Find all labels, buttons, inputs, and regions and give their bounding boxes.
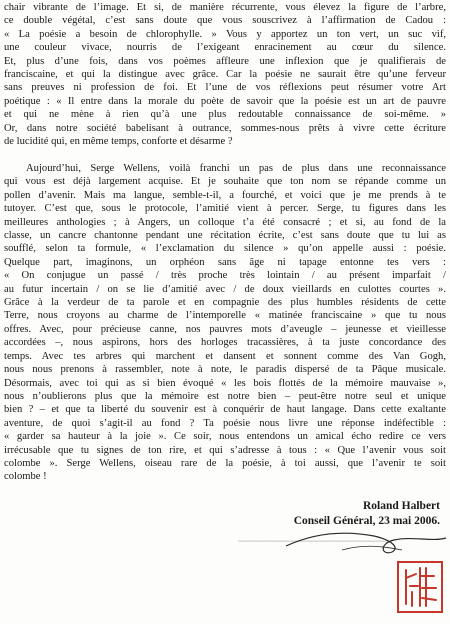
- text-line: meilleures anthologies ; à Angers, un colloque t’a été consacré ; et si, au fond de la: [4, 216, 446, 228]
- text-line: aventure, de quoi s’agit-il au fond ? Ta poésie nous livre une réponse indéfectible :: [4, 417, 446, 429]
- text-line: une couleur vivace, nourris de l’exigeant enracinement au cœur du silence.: [4, 42, 446, 54]
- signature-name: Roland Halbert: [363, 500, 440, 512]
- text-line: pollen d’avenir. Mais ma langue, semble-t-il, a fourché, et voici que je me prends à te: [4, 189, 446, 201]
- text-line: classe, un cancre chantonne pendant une récitation écrite, c’est sans doute que tu lui as: [4, 230, 446, 242]
- text-line: colombe !: [4, 471, 47, 483]
- text-line: de lucidité qui, en même temps, conforte et désarme ?: [4, 136, 233, 148]
- text-line: Or, dans notre société babelisant à outrance, sommes-nous prêts à vivre cette écriture: [4, 122, 446, 134]
- text-line: poétique : « Il entre dans la morale du poète de savoir que la poésie est un art de pauvre: [4, 95, 446, 107]
- text-line: qui vous est déjà largement acquise. Et je souhaite que ton nom se répande comme un: [4, 176, 446, 188]
- text-line: Terre, nous croyons au charme de l’intemporelle « matinée franciscaine » que tu nous: [4, 310, 446, 322]
- signature-place-date: Conseil Général, 23 mai 2006.: [293, 515, 440, 527]
- paragraph-1: [4, 1, 446, 148]
- text-line: franciscaine, et qui la distingue avec grâce. Car la poésie ne saurait être qu’une ferveur: [4, 69, 446, 81]
- text-line: accordées –, nous aspirons, hors des horloges tracassières, à ta juste concordance des: [4, 337, 446, 349]
- text-line: « garder sa hauteur à la joie ». Ce soir, nous entendons un amical écho redire ce vers: [4, 431, 446, 443]
- text-line: Aujourd’hui, Serge Wellens, voilà franchi un pas de plus dans une reconnaissance: [26, 163, 446, 174]
- text-line: offres. Avec, pour précieuse canne, nos pauvres mots d’aveugle – jeunesse et vieillesse: [4, 323, 446, 335]
- text-line: « La poésie a besoin de chlorophylle. » Vous y apportez un ton vert, un suc vif,: [4, 28, 446, 40]
- text-line: Grâce à la verdeur de ta parole et en compagnie des plus humbles résidents de cette: [4, 297, 446, 309]
- text-line: ce double végétal, c’est sans doute que vous souscrivez à l’affirmation de Cadou :: [4, 15, 446, 27]
- text-line: Et, plus d’une fois, dans vos poèmes affleure une inflexion que je qualifierais de: [4, 55, 446, 67]
- text-line: et qui ne mène à rien qu’à une plus redoutable connaissance de soi-même. »: [4, 109, 446, 121]
- text-line: au futur incertain / on se lie d’amitié avec / de doux vieillards en culottes courtes ».: [4, 283, 446, 295]
- text-line: « On conjugue un passé / très proche très lointain / au présent imparfait /: [4, 270, 446, 282]
- text-line: nous n’oublierons plus que la mémoire est notre bien – peut-être notre seul et unique: [4, 390, 446, 402]
- text-line: colombe ». Serge Wellens, oiseau rare de la poésie, à toi aussi, que l’avenir te soit: [4, 457, 446, 469]
- text-line: irrécusable que tu signes de ton rire, et qui s’adresse à tous : « Que l’avenir vous soit: [4, 444, 446, 456]
- bleed-through-text: ━━━━━━━━━━━━━━━━━━━━━━━━━━━━━━: [238, 536, 392, 546]
- text-line: temps. Avec tes arbres qui marchent et dansent et sonnent comme des Van Gogh,: [4, 350, 446, 362]
- signature-flourish-and-seal: [282, 528, 450, 624]
- text-line: chair vibrante de l’image. Et si, de manière récurrente, vous élevez la figure de l’arbre,: [4, 2, 446, 13]
- text-line: soufflé, selon ta formule, « l’exclamation du silence » qu’on appelle aussi : poésie.: [4, 243, 446, 255]
- text-line: bien ? – et que ta liberté du souvenir est à conquérir de haut langage. Dans cette exaltante: [4, 404, 446, 416]
- text-line: nous nous prenons à rassembler, note à note, le paradis dispersé de ta Pâque musicale.: [4, 364, 446, 376]
- text-line: Quelque part, imaginons, un orphéon sans âge ni tapage entonne tes vers :: [4, 256, 446, 268]
- text-line: sans preuves ni profession de foi. Et l’une de vos réflexions peut résumer votre Art: [4, 82, 446, 94]
- seal-stamp-icon: [398, 562, 442, 612]
- paragraph-2: [4, 162, 446, 484]
- text-line: Désormais, avec toi qui as si bien évoqué « les bois flottés de la mémoire mauvaise »,: [4, 377, 446, 389]
- text-line: tutoyer. C’est que, sous le protocole, l’amitié vient à percer. Serge, tu figures dans les: [4, 203, 446, 215]
